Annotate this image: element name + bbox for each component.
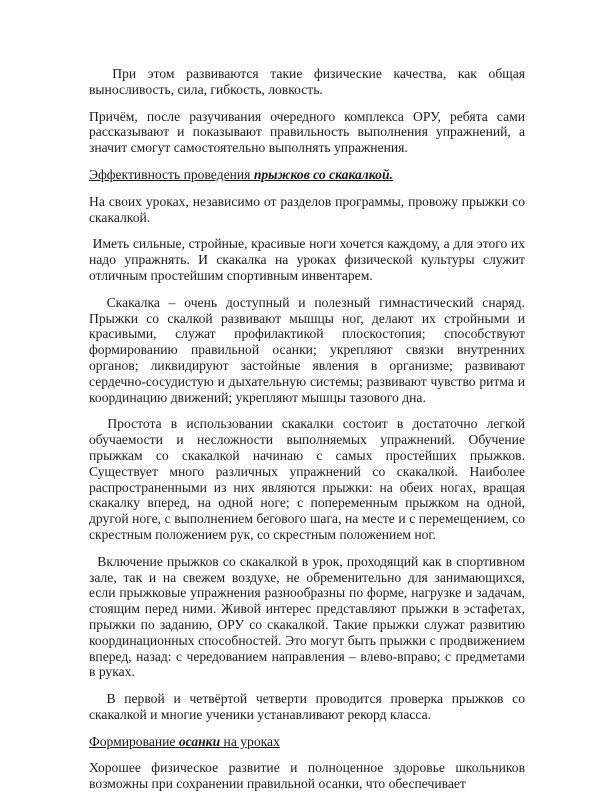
paragraph-strong-legs: Иметь сильные, стройные, красивые ноги хочется каждому, а для этого их надо упражнять. И скакалка на уроках физической культуры служит отличным простейшим спортивным инвентарем. <box>89 236 525 283</box>
paragraph-lessons: На своих уроках, независимо от разделов программы, провожу прыжки со скакалкой. <box>89 193 525 225</box>
heading-suffix: на уроках <box>220 733 280 749</box>
heading-jump-rope-efficiency <box>89 167 525 183</box>
paragraph-simplicity: Простота в использовании скакалки состоит в достаточно легкой обучаемости и несложности выполняемых упражнений. Обучение прыжкам со скакалкой начинаю с самых простейших прыжков. Существует много различных упражнений со скакалкой. Наиболее распространенными из них являются прыжки: на обеих ногах, вращая скакалку вперед, на одной ноге; с попеременным прыжком на одной, другой ноге, с выполнением бегового шага, на месте и с перемещением, со скрестным положением рук, со скрестным положением ног. <box>89 416 525 542</box>
heading-emphasis: осанки <box>178 733 221 749</box>
paragraph-oru-complex: Причём, после разучивания очередного комплекса ОРУ, ребята сами рассказывают и показывают правильность выполнения упражнений, а значит смогут самостоятельно выполнять упражнения. <box>89 108 525 156</box>
heading-prefix: Формирование <box>89 733 179 749</box>
paragraph-posture-development: Хорошее физическое развитие и полноценное здоровье школьников возможны при сохранении правильной осанки, что обеспечивает <box>89 760 525 792</box>
paragraph-jump-rope-benefits: Скакалка – очень доступный и полезный гимнастический снаряд. Прыжки со скалкой развивают мышцы ног, делают их стройными и красивыми, служат профилактикой плоскостопия; способствуют формированию правильной осанки; укрепляют связки внутренних органов; ликвидируют застойные явления в организме; развивают сердечно-сосудистую и дыхательную системы; развивают чувство ритма и координацию движений; укрепляют мышцы тазового дна. <box>89 294 525 405</box>
paragraph-lesson-inclusion: Включение прыжков со скакалкой в урок, проходящий как в спортивном зале, так и на свежем воздухе, не обременительно для занимающихся, если прыжковые упражнения разнообразны по форме, нагрузке и задачам, стоящим перед ними. Живой интерес представляют прыжки в эстафетах, прыжки по заданию, ОРУ со скакалкой. Такие прыжки служат развитию координационных способностей. Это могут быть прыжки с продвижением вперед, назад: с чередованием направления – влево-вправо; с предметами в руках. <box>89 553 525 680</box>
paragraph-physical-qualities: При этом развиваются такие физические качества, как общая выносливость, сила, гибкость, ловкость. <box>89 66 525 97</box>
document-page <box>89 66 525 803</box>
heading-posture <box>89 734 525 750</box>
heading-emphasis: прыжков со скакалкой. <box>253 166 393 182</box>
paragraph-quarter-check: В первой и четвёртой четверти проводится проверка прыжков со скакалкой и многие ученики устанавливают рекорд класса. <box>89 691 525 722</box>
heading-prefix: Эффективность проведения <box>89 166 254 182</box>
